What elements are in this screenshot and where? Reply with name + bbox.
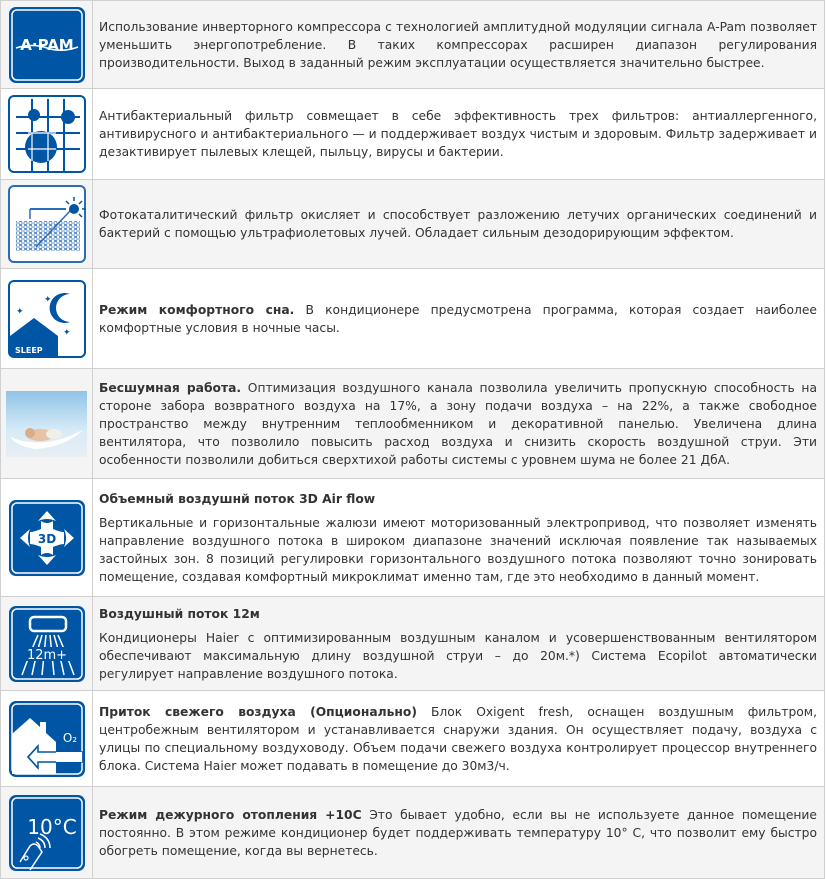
feature-description xyxy=(93,269,825,369)
3d-airflow-icon xyxy=(8,499,86,577)
icon-cell xyxy=(1,1,93,89)
feature-title: Режим дежурного отопления +10С xyxy=(99,807,362,822)
icon-cell xyxy=(1,369,93,479)
feature-description xyxy=(93,89,825,180)
feature-row xyxy=(1,269,825,369)
icon-cell xyxy=(1,180,93,269)
feature-row xyxy=(1,787,825,879)
icon-cell xyxy=(1,787,93,879)
svg-text:✦: ✦ xyxy=(15,306,24,317)
feature-text: Оптимизация воздушного канала позволила увеличить пропускную способность на стороне забора возвратного воздуха на 17%, а зону подачи воздуха – на 22%, а также свободное пространство между внутренним теплообменником и декоративной панелью. Увеличена длина вентилятора, что позволило повысить расход воздуха и снизить скорость воздушной струи. Эти особенности позволили добиться сверхтихой работы системы с уровнем шума не более 21 ДбА. xyxy=(99,380,817,467)
o2-label: O₂ xyxy=(62,730,77,745)
feature-text: Это бывает удобно, если вы не используете данное помещение постоянно. В этом режиме кондиционер будет поддерживать температуру 10° С, что позволит ему быстро обогреть помещение, когда вы вернетесь. xyxy=(99,807,817,858)
icon-cell xyxy=(1,597,93,691)
antibacterial-filter-icon xyxy=(8,95,86,173)
icon-cell xyxy=(1,89,93,180)
feature-text: В кондиционере предусмотрена программа, которая создает наиболее комфортные условия в ночные часы. xyxy=(99,302,817,335)
feature-description xyxy=(93,691,825,787)
svg-text:✦: ✦ xyxy=(43,294,52,305)
feature-text: Вертикальные и горизонтальные жалюзи имеют моторизованный электропривод, что позволяет изменять направление воздушного потока в широком диапазоне значений исключая появление так называемых застойных зон. 8 позиций регулировки горизонтального воздушного потока позволяют точно зонировать помещение, создавая комфортный микроклимат именно там, где это необходимо в данный момент. xyxy=(99,515,817,584)
a-pam-label: A·PAM xyxy=(19,35,74,54)
standby-heating-icon xyxy=(8,794,86,872)
feature-description xyxy=(93,1,825,89)
feature-text: Фотокаталитический фильтр окисляет и способствует разложению летучих органических соединений и бактерий с помощью ультрафиолетовых лучей. Обладает сильным дезодорирующим эффектом. xyxy=(99,208,817,240)
feature-title: Воздушный поток 12м xyxy=(99,606,260,621)
feature-row xyxy=(1,479,825,597)
feature-description xyxy=(93,479,825,597)
sleep-mode-icon xyxy=(8,280,86,358)
fresh-air-icon xyxy=(8,700,86,778)
feature-row xyxy=(1,1,825,89)
feature-row xyxy=(1,89,825,180)
feature-row xyxy=(1,369,825,479)
feature-row xyxy=(1,691,825,787)
svg-text:✦: ✦ xyxy=(62,327,71,338)
icon-cell xyxy=(1,691,93,787)
3d-label: 3D xyxy=(37,531,56,546)
icon-cell xyxy=(1,479,93,597)
feature-row xyxy=(1,597,825,691)
feature-title: Бесшумная работа. xyxy=(99,380,242,395)
feature-description xyxy=(93,787,825,879)
airflow-12m-icon xyxy=(8,605,86,683)
icon-cell xyxy=(1,269,93,369)
feature-text: Антибактериальный фильтр совмещает в себе эффективность трех фильтров: антиаллергенного, антивирусного и антибактериального — и поддерживает воздух чистым и здоровым. Фильтр задерживает и дезактивирует пылевых клещей, пыльцу, вирусы и бактерии. xyxy=(99,109,817,159)
feature-title: Объемный воздушнй поток 3D Air flow xyxy=(99,491,376,506)
feature-text: Использование инверторного компрессора с технологией амплитудной модуляции сигнала A-Pam позволяет уменьшить энергопотребление. В таких компрессорах расширен диапазон регулирования производительности. Выход в заданный режим эксплуатации осуществляется значительно быстрее. xyxy=(99,19,817,70)
photocatalytic-filter-icon xyxy=(8,185,86,263)
a-pam-icon xyxy=(8,6,86,84)
10c-label: 10°C xyxy=(26,814,77,839)
sleep-label: SLEEP xyxy=(14,345,43,355)
feature-description xyxy=(93,597,825,691)
12m-label: 12m+ xyxy=(26,647,67,663)
silent-operation-photo xyxy=(6,391,87,457)
feature-row xyxy=(1,180,825,269)
feature-title: Приток свежего воздуха (Опционально) xyxy=(99,704,417,719)
feature-description xyxy=(93,369,825,479)
feature-description xyxy=(93,180,825,269)
feature-text: Кондиционеры Haier с оптимизированным воздушным каналом и усовершенствованным вентилятором обеспечивают максимальную длину воздушной струи – до 20м.*) Система Ecopilot автоматически регулирует направление воздушного потока. xyxy=(99,630,817,681)
feature-title: Режим комфортного сна. xyxy=(99,302,295,317)
feature-text: Блок Oxigent fresh, оснащен воздушным фильтром, центробежным вентилятором и устанавливается снаружи здания. Он осуществляет подачу, воздуха с улицы по специальному воздуховоду. Объем подачи свежего воздуха контролирует процессор внутреннего блока. Система Haier может подавать в помещение до 30м3/ч. xyxy=(99,704,817,773)
